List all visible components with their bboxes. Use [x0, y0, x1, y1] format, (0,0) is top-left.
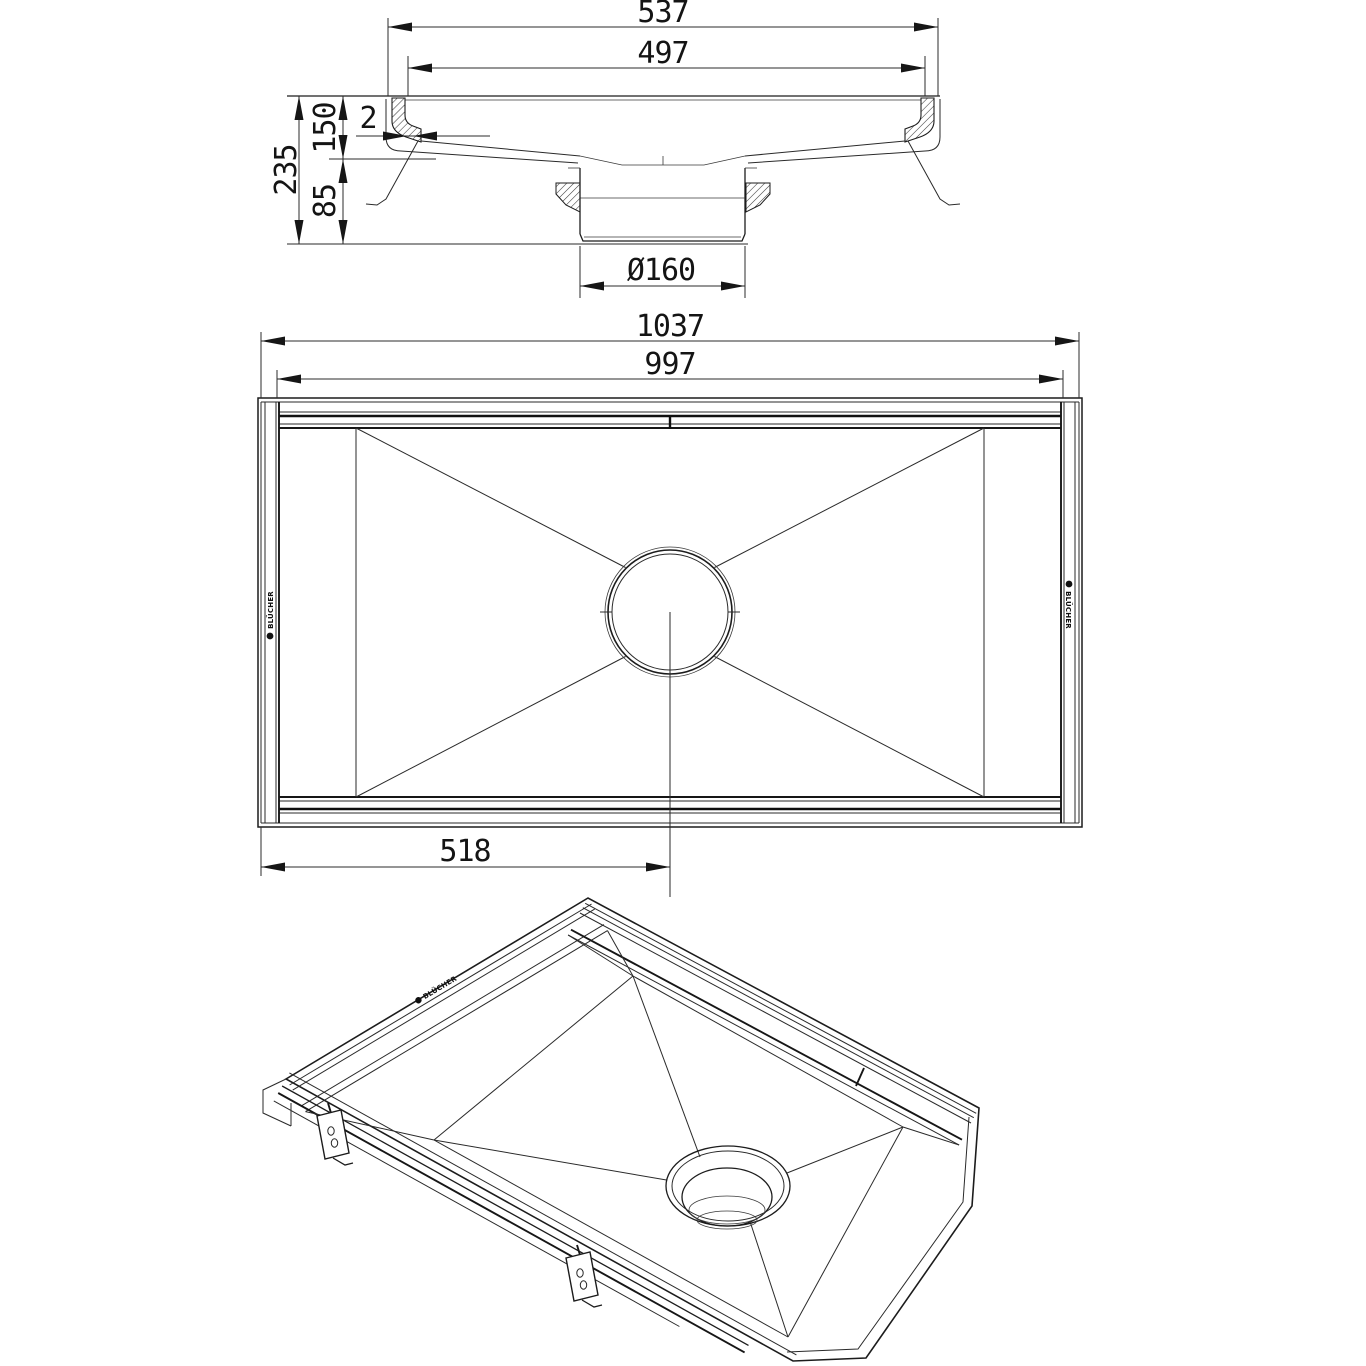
drain-outlet: [600, 547, 740, 897]
pipe-flange-right: [746, 183, 770, 212]
band-line: [289, 1073, 796, 1355]
arrowhead-right: [646, 863, 670, 872]
bluecher-logo-iso: [413, 974, 458, 1006]
basin-fold: [751, 1223, 789, 1337]
dim-outlet-offset: [261, 827, 670, 876]
bracket-foot: [582, 1300, 602, 1307]
band-line: [585, 903, 976, 1113]
arrowhead-left: [580, 282, 604, 291]
dim-wall-thickness: [356, 101, 490, 141]
bluecher-logo-left: [266, 591, 275, 640]
arrowhead-left: [388, 23, 412, 32]
dim-label-235: 235: [269, 144, 304, 196]
outlet-cup-ring: [689, 1196, 765, 1224]
sump-profile: [580, 156, 745, 165]
bluecher-logo-text: BLÜCHER: [1064, 591, 1072, 629]
bluecher-logo-right: [1064, 581, 1073, 630]
bluecher-logo-text: BLÜCHER: [421, 974, 459, 1002]
basin-fold-tr: [715, 428, 985, 568]
wall-edge: [568, 935, 633, 976]
dim-label-537: 537: [637, 0, 689, 30]
arrowhead-bottom: [339, 220, 348, 244]
arrowhead-left: [408, 64, 432, 73]
anchor-strap-left: [366, 141, 418, 205]
band-line: [306, 931, 608, 1112]
arrowhead-right: [1055, 337, 1079, 346]
isometric-view: [263, 898, 979, 1361]
iso-bracket-front: [317, 1103, 353, 1165]
pipe-flange-left: [556, 183, 580, 212]
band-line: [580, 913, 971, 1123]
iso-outline: [286, 898, 979, 1361]
outlet-cup: [682, 1168, 772, 1226]
dim-inner-length: [277, 347, 1063, 398]
dim-label-diameter: Ø160: [626, 253, 696, 288]
iso-outlet: [666, 1146, 790, 1229]
iso-center-mark: [856, 1068, 864, 1086]
anchor-strap-right: [908, 141, 960, 205]
arrowhead-right: [721, 282, 745, 291]
dim-label-85: 85: [308, 183, 343, 219]
iso-bracket-rear: [566, 1245, 602, 1307]
dim-label-518: 518: [439, 834, 491, 869]
band-line: [583, 908, 974, 1118]
iso-body: [263, 898, 979, 1361]
band-line: [293, 909, 595, 1090]
section-profile: [287, 96, 960, 244]
channel-bottom: [421, 141, 905, 165]
band-line: [290, 904, 592, 1085]
bluecher-logo-mark: [267, 633, 274, 640]
arrowhead-left: [261, 863, 285, 872]
basin-fold: [434, 1140, 667, 1180]
end-face-inner: [787, 1117, 969, 1352]
basin-edge: [434, 976, 633, 1140]
wall-edge: [608, 931, 634, 976]
dim-label-2: 2: [359, 101, 377, 136]
apron-line: [282, 1086, 748, 1345]
bracket-foot: [333, 1158, 353, 1165]
basin-fold-tl: [356, 428, 626, 568]
band-line: [571, 930, 962, 1140]
band-line: [302, 925, 604, 1106]
basin-fold-bl: [356, 657, 626, 798]
basin-fold: [633, 976, 700, 1157]
plan-view: [258, 309, 1082, 897]
arrowhead-right: [901, 64, 925, 73]
section-view: [269, 0, 960, 298]
basin-fold-br: [715, 657, 985, 798]
basin-edge: [434, 1140, 788, 1337]
bluecher-logo-text: BLÜCHER: [267, 591, 275, 629]
dim-label-497: 497: [637, 36, 689, 71]
arrowhead-right: [914, 23, 938, 32]
dim-label-997: 997: [644, 347, 696, 382]
dim-total-height: [269, 96, 304, 244]
dim-lower-height: [308, 159, 348, 244]
arrowhead-left: [277, 375, 301, 384]
basin-fold: [787, 1127, 903, 1173]
arrowhead-bottom: [295, 220, 304, 244]
outlet-pipe: [556, 168, 770, 241]
dim-label-150: 150: [308, 102, 343, 154]
arrowhead-top: [295, 96, 304, 120]
right-edge-profile: [748, 98, 960, 205]
basin-edge: [788, 1127, 903, 1337]
dim-outlet-diameter: [580, 246, 745, 298]
apron-line: [278, 1093, 744, 1352]
basin-edge: [633, 976, 903, 1127]
right-rim-hook: [905, 98, 934, 142]
bluecher-logo-mark: [1066, 581, 1073, 588]
dim-inner-width: [408, 36, 925, 96]
dim-label-1037: 1037: [635, 309, 705, 344]
arrowhead-top: [339, 159, 348, 183]
band-line: [568, 935, 959, 1145]
arrowhead-left: [261, 337, 285, 346]
pipe-bottom: [580, 234, 745, 241]
arrowhead-right: [1039, 375, 1063, 384]
left-edge-profile: [366, 98, 578, 205]
